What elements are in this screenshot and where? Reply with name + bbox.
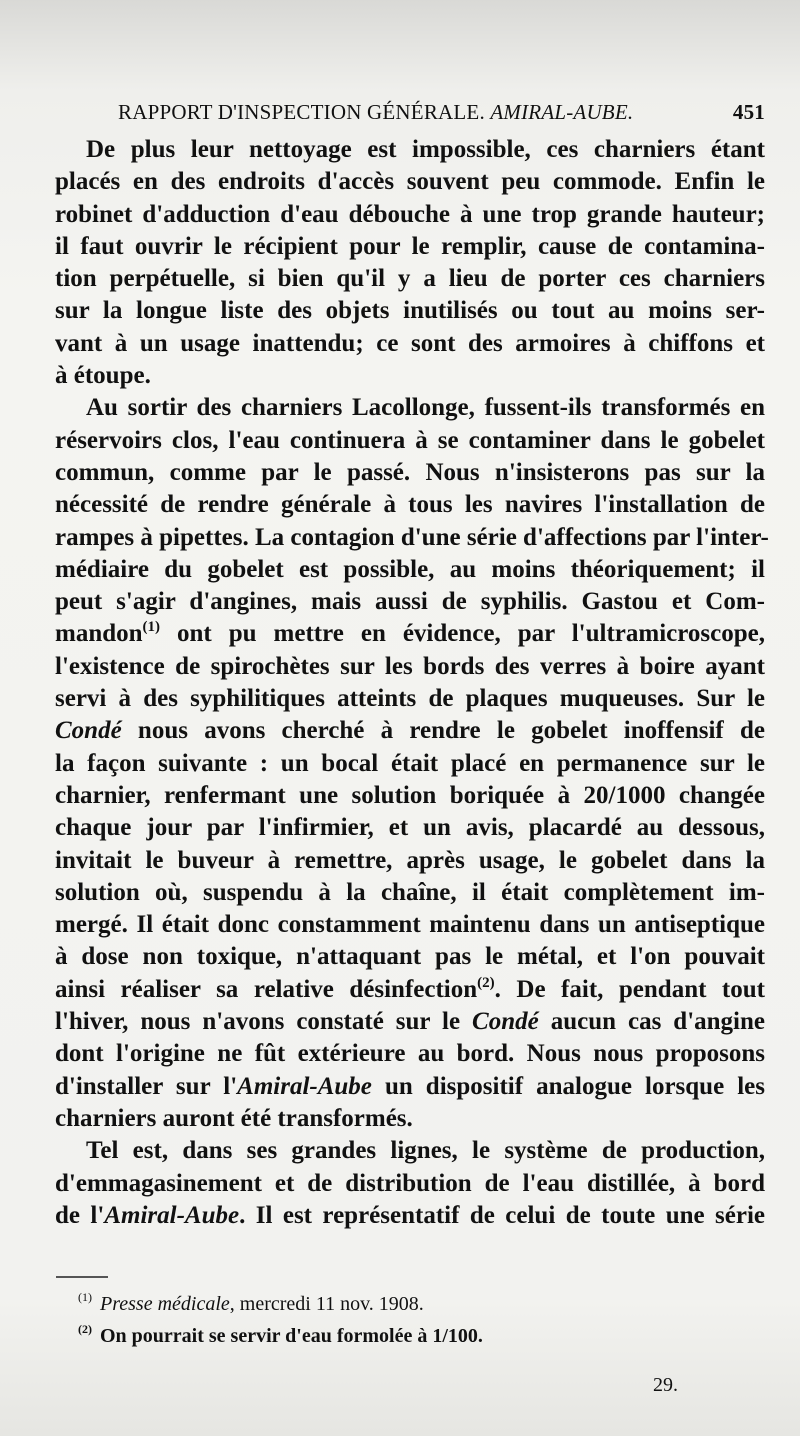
page-number: 451 <box>732 100 765 124</box>
line-segment: ont pu mettre en évidence, par l'ultramicroscope, <box>160 620 765 648</box>
text-line: invitait le buveur à remettre, après usage, le gobelet dans la <box>55 846 765 874</box>
text-line: il faut ouvrir le récipient pour le remplir, cause de contamina- <box>55 232 765 260</box>
running-title-text: RAPPORT D'INSPECTION GÉNÉRALE. <box>118 100 485 124</box>
line-segment: aucun cas d'angine <box>538 1008 765 1036</box>
text-line: à étoupe. <box>55 362 151 390</box>
text-line: à dose non toxique, n'attaquant pas le métal, et l'on pouvait <box>55 943 765 971</box>
line-segment: l'hiver, nous n'avons constaté sur le <box>55 1008 473 1036</box>
text-line: charnier, renfermant une solution boriquée à 20/1000 changée <box>55 781 765 809</box>
text-line: mergé. Il était donc constamment maintenu dans un antiseptique <box>55 911 765 939</box>
footnote-2 <box>78 1320 758 1352</box>
text-line: tion perpétuelle, si bien qu'il y a lieu de porter ces charniers <box>55 265 765 293</box>
text-line <box>55 974 765 1006</box>
text-line: réservoirs clos, l'eau continuera à se contaminer dans le gobelet <box>55 426 765 454</box>
footnote-mark: (1) <box>78 1290 92 1304</box>
ship-name: Condé <box>472 1008 539 1036</box>
ship-name: Condé <box>55 717 122 745</box>
line-segment: d'installer sur l' <box>55 1072 238 1100</box>
running-title-italic: AMIRAL-AUBE. <box>490 100 634 124</box>
running-title <box>118 100 633 125</box>
text-line: la façon suivante : un bocal était placé en permanence sur le <box>55 749 765 777</box>
text-line <box>55 1200 765 1232</box>
line-segment: nous avons cherché à rendre le gobelet inoffensif de <box>121 717 765 745</box>
text-line: vant à un usage inattendu; ce sont des armoires à chiffons et <box>55 329 765 357</box>
footnotes <box>78 1288 758 1352</box>
text-line: Tel est, dans ses grandes lignes, le système de production, <box>86 1137 765 1165</box>
body-text <box>55 134 769 1232</box>
text-line: d'emmagasinement et de distribution de l'eau distillée, à bord <box>55 1169 765 1197</box>
ship-name: Amiral-Aube <box>237 1072 372 1100</box>
footnote-ref-2: (2) <box>477 974 495 991</box>
text-line: médiaire du gobelet est possible, au moins théoriquement; il <box>55 555 765 583</box>
footnote-text: On pourrait se servir d'eau formolée à 1/100. <box>100 1325 483 1347</box>
paragraph-2 <box>55 392 769 1135</box>
paragraph-1 <box>55 134 765 392</box>
text-line: placés en des endroits d'accès souvent peu commode. Enfin le <box>55 168 765 196</box>
text-line: servi à des syphilitiques atteints de plaques muqueuses. Sur le <box>55 685 765 713</box>
text-line <box>55 715 765 747</box>
text-line: peut s'agir d'angines, mais aussi de syphilis. Gastou et Com- <box>55 588 765 616</box>
footnote-ref-1: (1) <box>142 619 161 636</box>
text-line <box>55 1006 765 1038</box>
text-line: sur la longue liste des objets inutilisés ou tout au moins ser- <box>55 297 765 325</box>
line-segment: . Il est représentatif de celui de toute une série <box>239 1201 765 1229</box>
line-segment: de l' <box>55 1201 105 1229</box>
text-line: robinet d'adduction d'eau débouche à une trop grande hauteur; <box>55 200 765 228</box>
line-segment: mandon <box>55 620 143 648</box>
line-segment: ainsi réaliser sa relative désinfection <box>55 975 478 1003</box>
footnote-text: , mercredi 11 nov. 1908. <box>229 1293 424 1315</box>
text-line: chaque jour par l'infirmier, et un avis, placardé au dessous, <box>55 814 765 842</box>
text-line: solution où, suspendu à la chaîne, il était complètement im- <box>55 878 765 906</box>
text-line: nécessité de rendre générale à tous les navires l'installation de <box>55 491 765 519</box>
text-line: De plus leur nettoyage est impossible, ces charniers étant <box>86 136 765 163</box>
text-line: Au sortir des charniers Lacollonge, fussent-ils transformés en <box>86 394 765 422</box>
text-line <box>55 618 765 650</box>
text-line <box>55 1071 765 1103</box>
running-header <box>55 100 765 130</box>
ship-name: Amiral-Aube <box>104 1201 240 1229</box>
text-line: charniers auront été transformés. <box>55 1104 413 1132</box>
footnote-separator <box>56 1276 108 1278</box>
footnote-1 <box>78 1288 758 1320</box>
text-line: dont l'origine ne fût extérieure au bord. Nous nous proposons <box>55 1040 765 1068</box>
text-line: l'existence de spirochètes sur les bords des verres à boire ayant <box>55 652 765 680</box>
text-line: commun, comme par le passé. Nous n'insisterons pas sur la <box>55 458 765 486</box>
text-line: rampes à pipettes. La contagion d'une série d'affections par l'inter- <box>55 523 769 551</box>
line-segment: un dispositif analogue lorsque les <box>371 1072 765 1100</box>
footnote-mark: (2) <box>78 1322 92 1336</box>
line-segment: . De fait, pendant tout <box>494 975 765 1003</box>
signature-mark: 29. <box>653 1374 678 1396</box>
paragraph-3 <box>55 1135 765 1232</box>
footnote-source: Presse médicale <box>100 1293 230 1315</box>
